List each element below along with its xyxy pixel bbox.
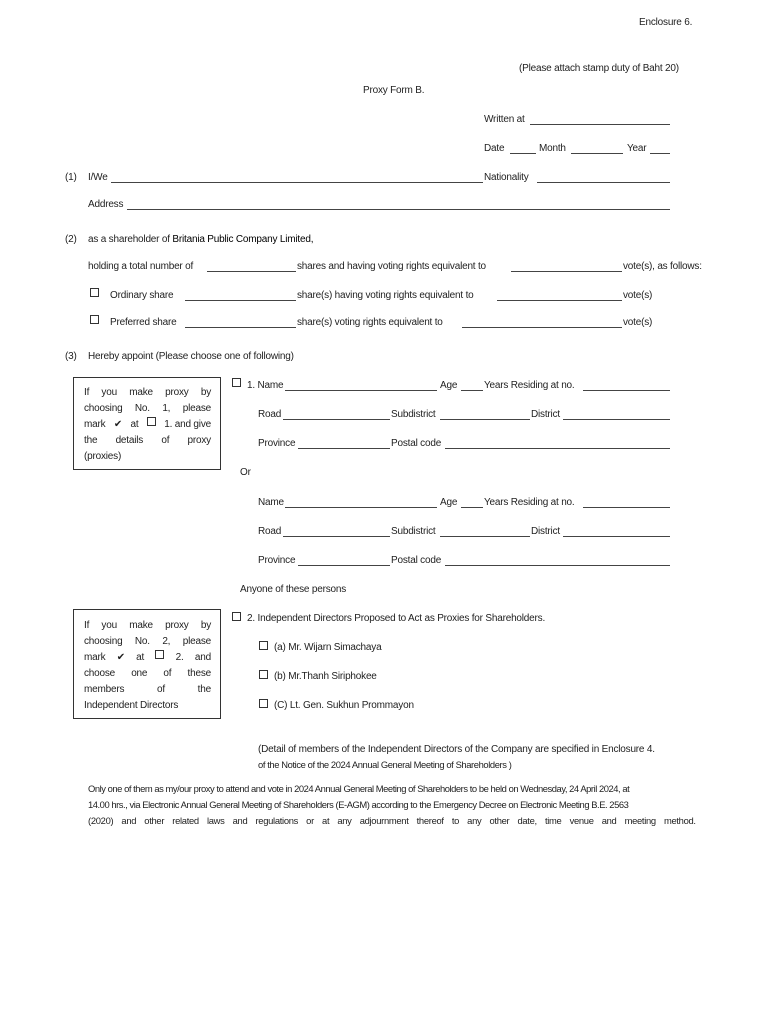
or-label: Or — [240, 467, 251, 478]
instruction-box-2-text: If you make proxy by choosing No. 2, please mark ✔ at 2. and choose one of these members of the Independent Directors — [84, 620, 211, 711]
ordinary-votes-field[interactable] — [497, 300, 622, 301]
proxy-2-name-field[interactable] — [285, 507, 437, 508]
proxy-2-age-field[interactable] — [461, 507, 483, 508]
proxy-2-province-field[interactable] — [298, 565, 390, 566]
proxy-1-age-field[interactable] — [461, 390, 483, 391]
province-2-label: Province — [258, 555, 296, 566]
preferred-share-label: Preferred share — [110, 317, 177, 328]
proxy-1-district-field[interactable] — [563, 419, 670, 420]
checkmark-icon: ✔ — [113, 419, 123, 430]
residing-1-label: Years Residing at no. — [484, 380, 575, 391]
proxy-2-subdistrict-field[interactable] — [440, 536, 530, 537]
address-field[interactable] — [127, 209, 670, 210]
year-field[interactable] — [650, 153, 670, 154]
preferred-share-checkbox[interactable] — [90, 315, 99, 324]
director-c-label: (C) Lt. Gen. Sukhun Prommayon — [274, 700, 414, 711]
appoint-label: Hereby appoint (Please choose one of following) — [88, 351, 294, 362]
month-label: Month — [539, 143, 566, 154]
postal-1-label: Postal code — [391, 438, 442, 449]
proxy-2-district-field[interactable] — [563, 536, 670, 537]
district-1-label: District — [531, 409, 560, 420]
written-at-field[interactable] — [530, 124, 670, 125]
section-3-number: (3) — [65, 351, 77, 362]
name-2-label: Name — [258, 497, 284, 508]
option-1-checkbox[interactable] — [232, 378, 241, 387]
closing-line-2: 14.00 hrs., via Electronic Annual General Meeting of Shareholders (E-AGM) according to the Emergency Decree on Electronic Meeting B.E. 2563 — [88, 799, 629, 810]
enclosure-label: Enclosure 6. — [639, 17, 693, 28]
shareholder-prefix: as a shareholder of — [88, 234, 170, 245]
proxy-1-name-field[interactable] — [285, 390, 437, 391]
preferred-votes-field[interactable] — [462, 327, 622, 328]
written-at-label: Written at — [484, 114, 525, 125]
director-c-checkbox[interactable] — [259, 699, 268, 708]
subdistrict-2-label: Subdistrict — [391, 526, 436, 537]
year-label: Year — [627, 143, 647, 154]
district-2-label: District — [531, 526, 560, 537]
section-2-number: (2) — [65, 234, 77, 245]
age-1-label: Age — [440, 380, 458, 391]
option-2-label: 2. Independent Directors Proposed to Act as Proxies for Shareholders. — [247, 613, 546, 624]
age-2-label: Age — [440, 497, 458, 508]
preferred-votes-label: vote(s) — [623, 317, 653, 328]
proxy-1-subdistrict-field[interactable] — [440, 419, 530, 420]
director-b-label: (b) Mr.Thanh Siriphokee — [274, 671, 377, 682]
preferred-voting-label: share(s) voting rights equivalent to — [297, 317, 443, 328]
checkbox-icon — [147, 417, 156, 426]
ordinary-share-label: Ordinary share — [110, 290, 174, 301]
nationality-label: Nationality — [484, 172, 529, 183]
closing-line-1: Only one of them as my/our proxy to attend and vote in 2024 Annual General Meeting of Shareholders to be held on Wednesday, 24 April 2024, at — [88, 783, 630, 794]
date-field[interactable] — [510, 153, 536, 154]
proxy-2-road-field[interactable] — [283, 536, 390, 537]
stamp-duty-note: (Please attach stamp duty of Baht 20) — [519, 63, 679, 74]
preferred-shares-field[interactable] — [185, 327, 296, 328]
postal-2-label: Postal code — [391, 555, 442, 566]
residing-2-label: Years Residing at no. — [484, 497, 575, 508]
ordinary-share-checkbox[interactable] — [90, 288, 99, 297]
director-a-checkbox[interactable] — [259, 641, 268, 650]
proxy-1-road-field[interactable] — [283, 419, 390, 420]
shareholder-text — [88, 234, 313, 246]
instruction-box-1-text: If you make proxy by choosing No. 1, please mark ✔ at 1. and give the details of proxy (proxies) — [84, 387, 211, 462]
road-1-label: Road — [258, 409, 282, 420]
votes-follows-label: vote(s), as follows: — [623, 261, 702, 272]
option-2-checkbox[interactable] — [232, 612, 241, 621]
subdistrict-1-label: Subdistrict — [391, 409, 436, 420]
iwe-label: I/We — [88, 172, 108, 183]
road-2-label: Road — [258, 526, 282, 537]
total-votes-field[interactable] — [511, 271, 622, 272]
proxy-2-postal-field[interactable] — [445, 565, 670, 566]
holding-label: holding a total number of — [88, 261, 194, 272]
name-1-label: 1. Name — [247, 380, 284, 391]
anyone-label: Anyone of these persons — [240, 584, 347, 595]
proxy-1-postal-field[interactable] — [445, 448, 670, 449]
checkmark-icon: ✔ — [116, 652, 125, 663]
form-title: Proxy Form B. — [363, 85, 425, 96]
section-1-number: (1) — [65, 172, 77, 183]
ordinary-votes-label: vote(s) — [623, 290, 653, 301]
total-shares-field[interactable] — [207, 271, 296, 272]
iwe-field[interactable] — [111, 182, 483, 183]
closing-paragraph — [88, 781, 696, 829]
address-label: Address — [88, 199, 124, 210]
proxy-1-province-field[interactable] — [298, 448, 390, 449]
nationality-field[interactable] — [537, 182, 670, 183]
ordinary-shares-field[interactable] — [185, 300, 296, 301]
month-field[interactable] — [571, 153, 623, 154]
company-name: Britania Public Company Limited, — [172, 234, 314, 245]
province-1-label: Province — [258, 438, 296, 449]
detail-note-line-1: (Detail of members of the Independent Directors of the Company are specified in Enclosure 4. — [258, 744, 655, 755]
closing-line-3: (2020) and other related laws and regulations or at any adjournment thereof to any other date, time venue and meeting method. — [88, 815, 696, 826]
director-b-checkbox[interactable] — [259, 670, 268, 679]
date-label: Date — [484, 143, 505, 154]
proxy-2-residence-field[interactable] — [583, 507, 670, 508]
ordinary-voting-label: share(s) having voting rights equivalent to — [297, 290, 474, 301]
proxy-1-residence-field[interactable] — [583, 390, 670, 391]
director-a-label: (a) Mr. Wijarn Simachaya — [274, 642, 382, 653]
detail-note-line-2: of the Notice of the 2024 Annual General Meeting of Shareholders ) — [258, 759, 512, 770]
shares-voting-label: shares and having voting rights equivalent to — [297, 261, 486, 272]
checkbox-icon — [155, 650, 164, 659]
